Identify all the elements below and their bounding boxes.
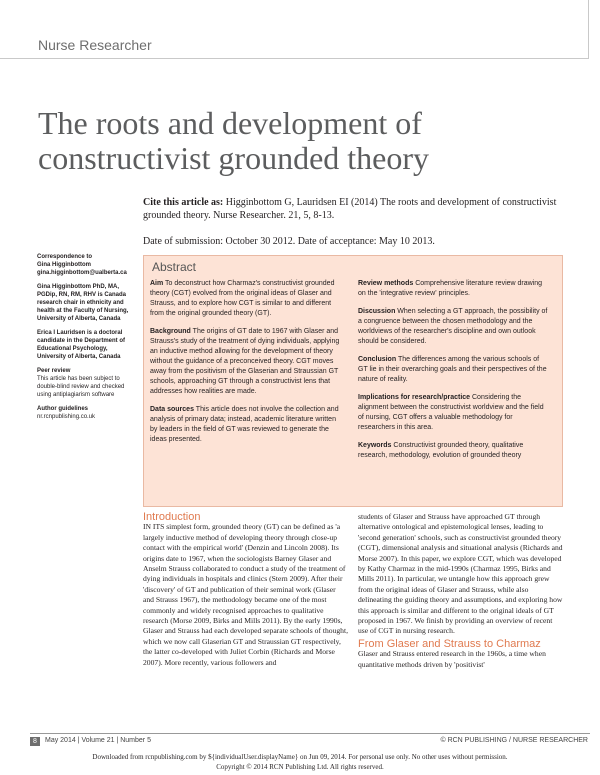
journal-name: Nurse Researcher: [38, 37, 152, 53]
introduction-continued-text: students of Glaser and Strauss have approached GT through alternative ontological and epistemological lenses, leading to 'second generation' schools, such as constructivist grounded theory (CGT), dimensional analysis and situational analysis (Richards and Morse 2007). In this paper, we explore CGT, which was developed by Kathy Charmaz in the mid-1990s (Charmaz 1995, Birks and Mills 2011). In particular, we untangle how this approach grew from the original ideas of Glaser and Strauss, while also delineating the guiding theory and assumptions, and exploring how this approach is similar and different to the original ideals of GT proposed in 1967. We finish by providing an overview of recent use of CGT in nursing research.: [358, 512, 563, 636]
abstract-conclusion: [358, 355, 548, 385]
introduction-text: IN ITS simplest form, grounded theory (GT) can be defined as 'a largely inductive method of developing theory through close-up contact with the empirical world' (Denzin and Lincoln 2008). Its origins date to 1967, when the sociologists Barney Glaser and Anselm Strauss collaborated to conduct a study of the treatment of dying individuals in hospitals and clinics (Stern 2009). After their 'discovery' of GT and publication of their seminal work (Glaser and Strauss 1967), the methodology became one of the most commonly and widely recognised approaches to qualitative research (Morse 2009, Birks and Mills 2011). By the early 1990s, Glaser and Strauss had each developed separate schools of thought, which we now call Glaserian GT and Straussian GT respectively, the latter co-developed with Juliet Corbin (Richards and Morse 2007). More recently, various followers and: [143, 522, 348, 667]
correspondence-label: Correspondence to: [37, 254, 93, 260]
abstract-data-sources: [150, 405, 340, 445]
abstract-left-column: [150, 279, 340, 453]
peer-review-text: This article has been subject to double-blind review and checked using antiplagiarism software: [37, 376, 125, 398]
abstract-implications: [358, 393, 548, 433]
cite-label: Cite this article as:: [143, 197, 224, 208]
data-sources-label: Data sources: [150, 406, 194, 413]
peer-review-label: Peer review: [37, 368, 71, 374]
abstract-keywords: [358, 441, 548, 461]
author1-bio: Gina Higginbottom PhD, MA, PGDip, RN, RM, RHV is Canada research chair in ethnicity and health at the Faculty of Nursing, University of Alberta, Canada: [37, 284, 129, 322]
body-right-column: [358, 512, 563, 670]
body-left-column: [143, 512, 348, 668]
keywords-text: Constructivist grounded theory, qualitative research, methodology, evolution of grounded theory: [358, 442, 524, 459]
correspondence-name: Gina Higginbottom: [37, 262, 91, 268]
footer-divider: [30, 733, 590, 734]
download-notice: [0, 752, 600, 772]
correspondence-email[interactable]: gina.higginbottom@ualberta.ca: [37, 270, 127, 276]
background-text: The origins of GT date to 1967 with Glaser and Strauss's study of the treatment of dying individuals, applying an inductive method allowing for the development of theory without the guidance of a preconceived theory. CGT moves away from the positivism of the Glaserian and Straussian GT schools, approaching GT through a constructivist lens that addresses how realities are made.: [150, 328, 340, 395]
section-text-glaser: Glaser and Strauss entered research in the 1960s, a time when quantitative methods driven by 'positivist': [358, 649, 546, 669]
aim-text: To deconstruct how Charmaz's constructivist grounded theory (CGT) evolved from the original ideas of Glaser and Strauss, and to explore how CGT is similar to and different from the original grounded theory (GT).: [150, 280, 335, 317]
citation: [143, 196, 563, 222]
conclusion-text: The differences among the various schools of GT lie in their overarching goals and their perspectives of the nature of reality.: [358, 356, 547, 383]
aim-label: Aim: [150, 280, 164, 287]
peer-review-block: [37, 367, 137, 399]
abstract-background: [150, 327, 340, 397]
article-title: The roots and development of constructivist grounded theory: [38, 105, 430, 176]
correspondence-block: [37, 253, 137, 277]
copyright-line: Copyright © 2014 RCN Publishing Ltd. All rights reserved.: [216, 763, 384, 771]
implications-label: Implications for research/practice: [358, 394, 471, 401]
abstract-box: [143, 255, 563, 507]
implications-text: Considering the alignment between the constructivist worldview and the field of nursing, CGT offers a valuable methodology for researchers in this area.: [358, 394, 544, 431]
page-number: 8: [30, 737, 40, 746]
guidelines-block: [37, 405, 137, 421]
keywords-label: Keywords: [358, 442, 392, 449]
download-line: Downloaded from rcnpublishing.com by ${individualUser.displayName} on Jun 09, 2014. For personal use only. No other uses without permission.: [92, 753, 508, 761]
issue-info: May 2014 | Volume 21 | Number 5: [45, 737, 151, 744]
publisher-brand: © RCN PUBLISHING / NURSE RESEARCHER: [440, 737, 588, 744]
abstract-review-methods: [358, 279, 548, 299]
abstract-discussion: [358, 307, 548, 347]
author-sidebar: [37, 253, 137, 427]
submission-dates: Date of submission: October 30 2012. Date of acceptance: May 10 2013.: [143, 236, 435, 247]
conclusion-label: Conclusion: [358, 356, 397, 363]
discussion-label: Discussion: [358, 308, 396, 315]
cite-text: Higginbottom G, Lauridsen EI (2014) The roots and development of constructivist grounded theory. Nurse Researcher. 21, 5, 8-13.: [143, 197, 557, 221]
review-label: Review methods: [358, 280, 414, 287]
author2-bio: Erica I Lauridsen is a doctoral candidate in the Department of Educational Psychology, University of Alberta, Canada: [37, 330, 126, 360]
discussion-text: When selecting a GT approach, the possibility of a congruence between the chosen methodology and the worldviews of the researcher's discipline and own outlook should be considered.: [358, 308, 548, 345]
abstract-right-column: [358, 279, 548, 469]
abstract-heading: Abstract: [152, 260, 197, 274]
abstract-aim: [150, 279, 340, 319]
journal-header: [0, 0, 589, 59]
guidelines-label: Author guidelines: [37, 406, 88, 412]
data-sources-text: This article does not involve the collection and analysis of primary data; instead, academic literature written by leaders in the field of GT was reviewed to generate the ideas presented.: [150, 406, 339, 443]
section-heading-glaser: From Glaser and Strauss to Charmaz: [358, 637, 541, 650]
background-label: Background: [150, 328, 191, 335]
guidelines-link[interactable]: nr.rcnpublishing.co.uk: [37, 414, 96, 420]
introduction-heading: Introduction: [143, 511, 201, 523]
review-text: Comprehensive literature review drawing on the 'integrative review' principles.: [358, 280, 543, 297]
